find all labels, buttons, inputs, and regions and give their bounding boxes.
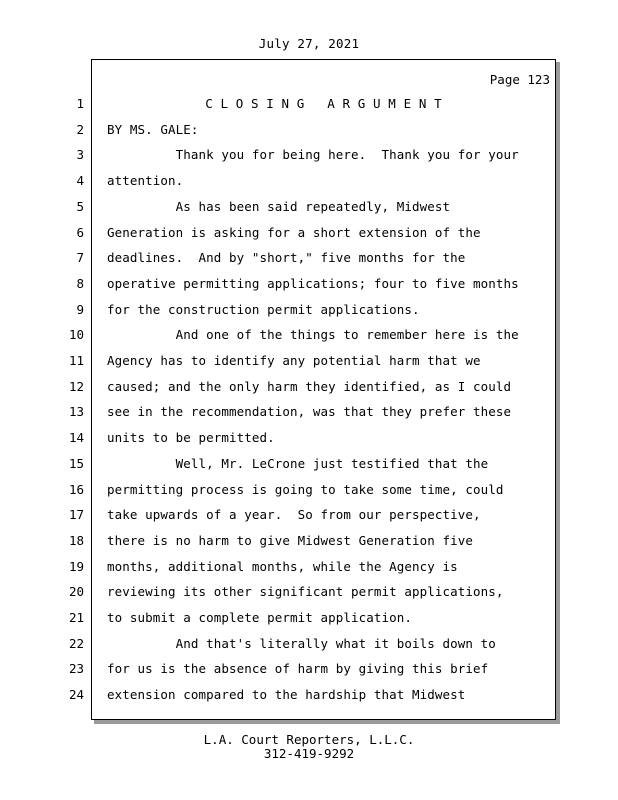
transcript-line: And that's literally what it boils down to [107, 635, 496, 651]
page-footer [0, 733, 618, 761]
transcript-line: permitting process is going to take some time, could [107, 481, 504, 497]
line-number: 14 [68, 430, 84, 446]
transcript-line: for us is the absence of harm by giving this brief [107, 661, 489, 677]
footer-company: L.A. Court Reporters, L.L.C. [203, 732, 415, 747]
transcript-line: BY MS. GALE: [107, 121, 199, 137]
line-number: 2 [76, 121, 84, 137]
transcript-line: Generation is asking for a short extension of the [107, 224, 481, 240]
line-number: 5 [76, 198, 84, 214]
transcript-line: As has been said repeatedly, Midwest [107, 198, 451, 214]
line-number: 11 [68, 353, 84, 368]
line-number: 23 [68, 661, 84, 677]
transcript-line: for the construction permit applications. [107, 301, 420, 317]
page-number-label: Page 123 [489, 72, 550, 87]
line-number: 22 [68, 635, 84, 651]
transcript-line: months, additional months, while the Agency is [107, 558, 458, 574]
section-heading: C L O S I N G A R G U M E N T [205, 96, 442, 111]
line-number: 21 [68, 610, 84, 625]
transcript-line: Well, Mr. LeCrone just testified that the [107, 455, 489, 471]
line-number: 18 [68, 532, 84, 548]
line-number: 20 [68, 584, 84, 600]
line-number: 16 [68, 481, 84, 497]
line-number: 8 [76, 275, 84, 291]
transcript-line: caused; and the only harm they identified, as I could [107, 378, 512, 394]
line-number: 7 [76, 250, 84, 266]
transcript-line: attention. [107, 173, 184, 189]
line-number: 17 [68, 507, 84, 523]
transcript-line: there is no harm to give Midwest Generation five [107, 532, 474, 548]
line-number: 4 [76, 173, 84, 189]
line-number: 12 [68, 378, 84, 394]
transcript-line: to submit a complete permit application. [107, 610, 413, 625]
transcript-line: Agency has to identify any potential harm that we [107, 353, 481, 368]
line-number: 10 [68, 327, 84, 343]
line-number: 24 [68, 687, 84, 703]
line-number: 9 [76, 301, 84, 317]
transcript-line: reviewing its other significant permit applications, [107, 584, 504, 600]
line-number: 6 [76, 224, 84, 240]
transcript-line: take upwards of a year. So from our perspective, [107, 507, 481, 523]
transcript-line: see in the recommendation, was that they prefer these [107, 404, 512, 420]
transcript-line: And one of the things to remember here is the [107, 327, 519, 343]
transcript-line: extension compared to the hardship that Midwest [107, 687, 466, 703]
transcript-line: units to be permitted. [107, 430, 275, 446]
line-number: 15 [68, 455, 84, 471]
header-date: July 27, 2021 [258, 36, 360, 51]
line-number: 13 [68, 404, 84, 420]
line-number: 19 [68, 558, 84, 574]
footer-phone: 312-419-9292 [263, 746, 355, 761]
line-number: 3 [76, 147, 84, 163]
transcript-line: deadlines. And by "short," five months for the [107, 250, 466, 266]
transcript-line: operative permitting applications; four to five months [107, 275, 519, 291]
line-number: 1 [76, 96, 84, 111]
transcript-line: Thank you for being here. Thank you for your [107, 147, 519, 163]
